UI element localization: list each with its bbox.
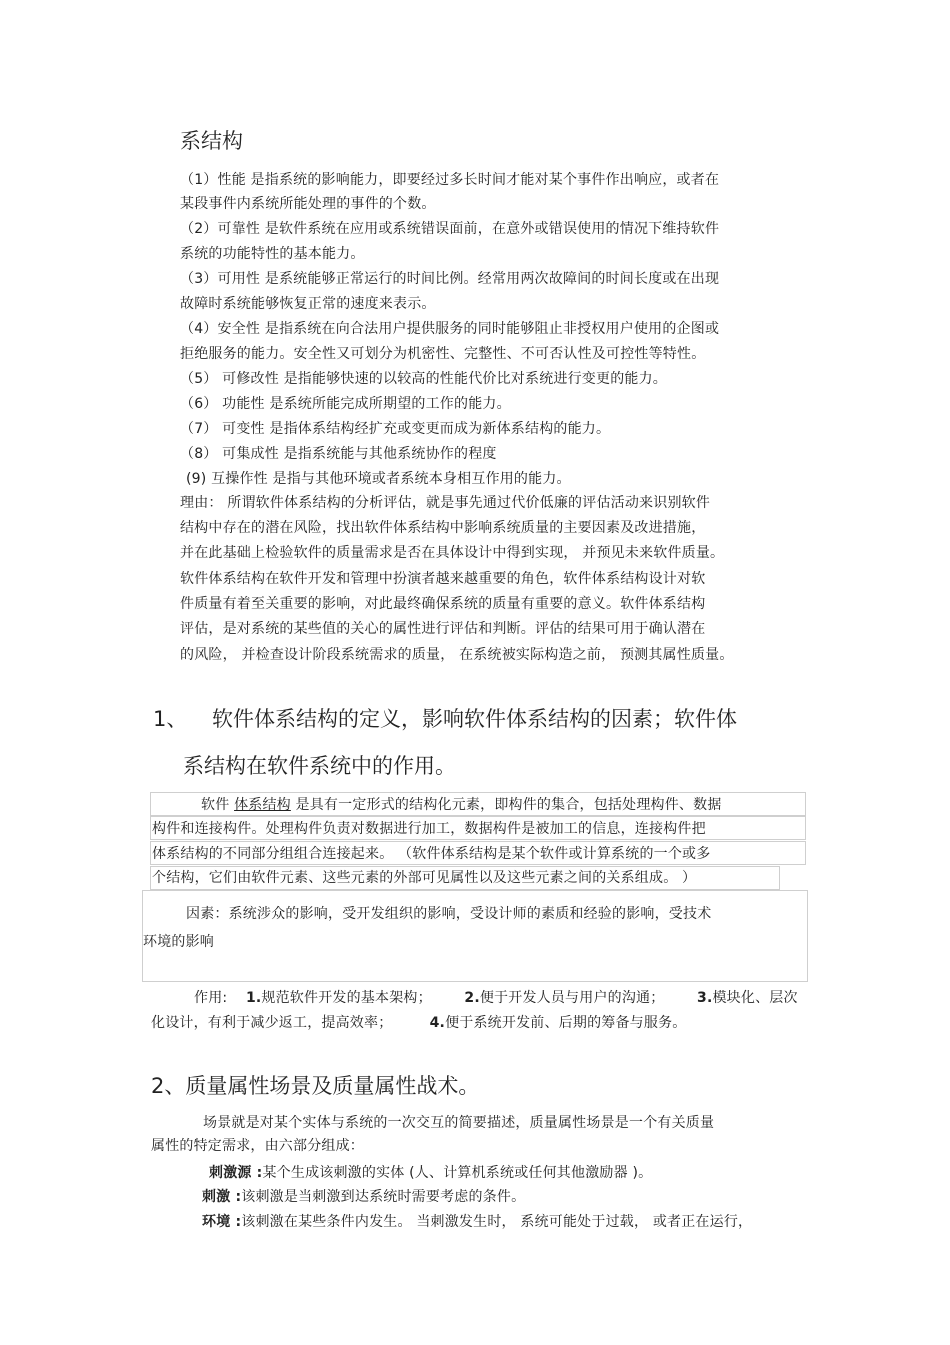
definition-line-3: 体系结构的不同部分组组合连接起来。 （软件体系结构是某个软件或计算系统的一个或多 [152, 846, 711, 862]
role-line-1 [194, 989, 798, 1007]
definition-prefix: 软件 [201, 797, 235, 813]
section0-line: （6） 功能性 是系统所能完成所期望的工作的能力。 [180, 396, 511, 412]
section0-line: 某段事件内系统所能处理的事件的个数。 [180, 196, 436, 212]
section0-line: （8） 可集成性 是指系统能与其他系统协作的程度 [180, 446, 497, 462]
section0-line: 故障时系统能够恢复正常的速度来表示。 [180, 296, 436, 312]
section0-line: (9) 互操作性 是指与其他环境或者系统本身相互作用的能力。 [186, 471, 571, 487]
scenario-item-environment [202, 1213, 752, 1231]
section0-line: 评估，是对系统的某些值的关心的属性进行评估和判断。评估的结果可用于确认潜在 [180, 621, 706, 637]
stimulus-source-text: 某个生成该刺激的实体 (人、计算机系统或任何其他激励器 )。 [262, 1165, 653, 1181]
section0-line: 软件体系结构在软件开发和管理中扮演者越来越重要的角色，软件体系结构设计对软 [180, 571, 706, 587]
section0-line: （3）可用性 是系统能够正常运行的时间比例。经常用两次故障间的时间长度或在出现 [180, 271, 720, 287]
role-number-4: 4. [429, 1015, 446, 1031]
role-number-3: 3. [697, 990, 713, 1006]
section0-line: 件质量有着至关重要的影响，对此最终确保系统的质量有重要的意义。软件体系结构 [180, 596, 706, 612]
section0-line: （1）性能 是指系统的影响能力，即要经过多长时间才能对某个事件作出响应，或者在 [180, 172, 720, 188]
scenario-item-stimulus [202, 1188, 525, 1206]
role-text-2a: 化设计，有利于减少返工，提高效率； [151, 1015, 393, 1031]
role-text-1: 规范软件开发的基本架构； [261, 990, 432, 1006]
environment-text: 该刺激在某些条件内发生。 当刺激发生时， 系统可能处于过载， 或者正在运行， [241, 1214, 753, 1230]
page-title: 系结构 [180, 129, 243, 153]
factor-frame [142, 890, 808, 982]
role-text-4: 便于系统开发前、后期的筹备与服务。 [445, 1015, 687, 1031]
environment-label: 环境 : [202, 1214, 242, 1230]
factor-line-1: 因素：系统涉众的影响，受开发组织的影响，受设计师的素质和经验的影响，受技术 [186, 906, 712, 922]
role-line-2 [151, 1014, 686, 1032]
section0-line: （4）安全性 是指系统在向合法用户提供服务的同时能够阻止非授权用户使用的企图或 [180, 321, 720, 337]
stimulus-text: 该刺激是当刺激到达系统时需要考虑的条件。 [241, 1189, 526, 1205]
definition-line-4: 个结构，它们由软件元素、这些元素的外部可见属性以及这些元素之间的关系组成。 ） [152, 870, 697, 886]
scenario-item-stimulus-source [209, 1164, 652, 1182]
section0-line: 结构中存在的潜在风险，找出软件体系结构中影响系统质量的主要因素及改进措施， [180, 520, 706, 536]
section2-intro-line-2: 属性的特定需求，由六部分组成： [151, 1138, 364, 1154]
definition-line-2: 构件和连接构件。处理构件负责对数据进行加工，数据构件是被加工的信息，连接构件把 [152, 821, 706, 837]
section1-heading-line2: 系结构在软件系统中的作用。 [183, 754, 456, 778]
section0-line: 理由： 所谓软件体系结构的分析评估，就是事先通过代价低廉的评估活动来识别软件 [180, 495, 711, 511]
section2-heading: 2、质量属性场景及质量属性战术。 [151, 1074, 480, 1098]
section0-line: 系统的功能特性的基本能力。 [180, 246, 365, 262]
section0-line: （2）可靠性 是软件系统在应用或系统错误面前，在意外或错误使用的情况下维持软件 [180, 221, 720, 237]
role-number-1: 1. [245, 990, 262, 1006]
section1-heading-number: 1、 [153, 707, 188, 731]
section0-line: 并在此基础上检验软件的质量需求是否在具体设计中得到实现， 并预见未来软件质量。 [180, 545, 725, 561]
role-label: 作用: [194, 990, 228, 1006]
role-text-3: 模块化、层次 [712, 990, 798, 1006]
section0-line: （5） 可修改性 是指能够快速的以较高的性能代价比对系统进行变更的能力。 [180, 371, 668, 387]
definition-line-1-text: 是具有一定形式的结构化元素，即构件的集合，包括处理构件、数据 [290, 797, 722, 813]
role-number-2: 2. [464, 990, 480, 1006]
section0-line: 的风险， 并检查设计阶段系统需求的质量， 在系统被实际构造之前， 预测其属性质量。 [180, 647, 734, 663]
section0-line: （7） 可变性 是指体系结构经扩充或变更而成为新体系结构的能力。 [180, 421, 611, 437]
definition-term: 体系结构 [234, 797, 291, 813]
definition-line-1 [201, 796, 722, 814]
role-text-2: 便于开发人员与用户的沟通； [479, 990, 665, 1006]
section2-intro-line-1: 场景就是对某个实体与系统的一次交互的简要描述，质量属性场景是一个有关质量 [203, 1115, 715, 1131]
factor-line-2: 环境的影响 [143, 934, 214, 950]
stimulus-source-label: 刺激源 : [209, 1165, 263, 1181]
stimulus-label: 刺激 : [202, 1189, 242, 1205]
section0-line: 拒绝服务的能力。安全性又可划分为机密性、完整性、不可否认性及可控性等特性。 [180, 346, 706, 362]
section1-heading-line1: 软件体系结构的定义，影响软件体系结构的因素；软件体 [212, 707, 737, 731]
